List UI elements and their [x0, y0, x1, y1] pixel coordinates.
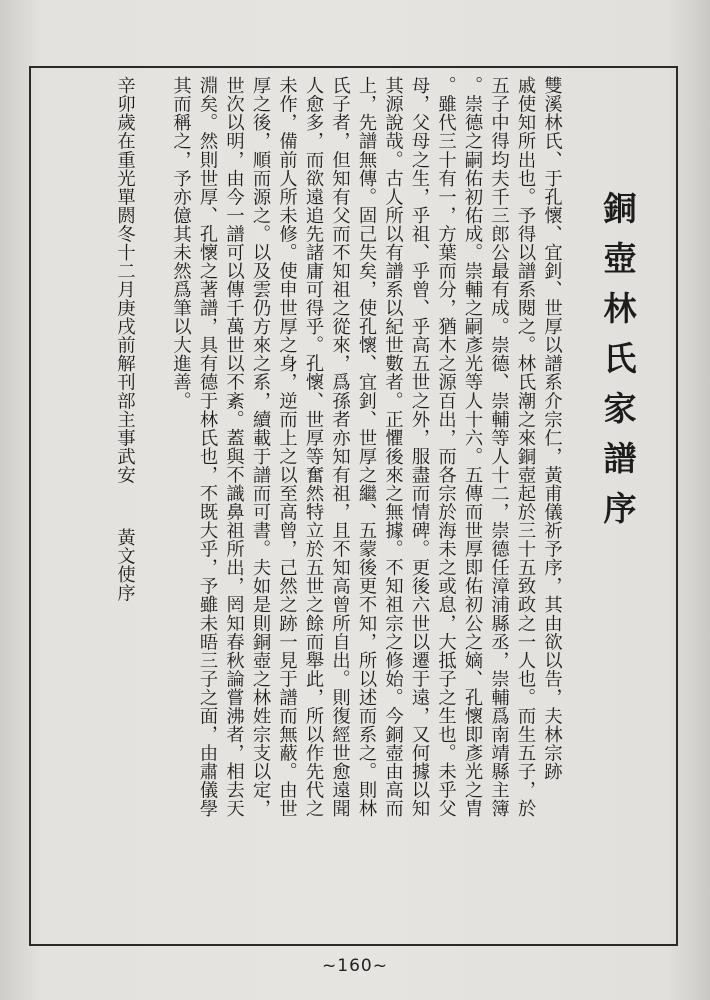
text-column: 厚之後，順而源之。以及雲仍方來之系，續載于譜而可書。夫如是則銅壺之林姓宗支以定，: [250, 76, 271, 818]
text-column: 。雖代三十有一，方葉而分，猶木之源百出，而各宗於海未之或息，大抵子之生也。未乎父: [435, 76, 457, 818]
signature-author: 黃文使序: [114, 527, 136, 603]
text-column: 其而稱之，予亦億其未然爲筆以大進善。: [170, 76, 192, 410]
text-column: 氏子者，但知有父而不知祖之從來，爲孫者亦知有祖，且不知高曾所自出。則復經世愈遠聞: [329, 76, 351, 818]
text-column: 上，先譜無傳。固己失矣，使孔懷、宜釗、世厚之繼、五蒙後更不知，所以述而系之。則林: [356, 76, 377, 818]
text-column: 未作，備前人所未修。使申世厚之身，逆而上之以至高曾，己然之跡一見于譜而無蔽。由世: [276, 76, 298, 818]
text-column: 淵矣。然則世厚、孔懷之著譜，具有德于林氏也，不既大乎，予雖未晤三子之面，由肅儀學: [197, 76, 218, 818]
text-column: 五子中得均夫千三郎公最有成。崇德、崇輔等人十二，崇德任漳浦縣丞，崇輔爲南靖縣主簿: [488, 76, 510, 818]
leading-margin: [642, 76, 668, 938]
page-number: ~160~: [322, 956, 388, 976]
signature-gap: [140, 76, 166, 938]
signature-column: [101, 76, 137, 938]
text-column: 世次以明，由今一譜可以傳千萬世以不紊。蓋與不識鼻祖所出，罔知春秋論嘗沸者，相去天: [223, 76, 245, 818]
text-column: 人愈多，而欲遠追先諸庸可得乎。孔懷、世厚等奮然特立於五世之餘而舉此，所以作先代之: [303, 76, 324, 818]
document-title: 銅壺林氏家譜序: [598, 191, 638, 541]
text-column: 戚使知所出也。予得以譜系閱之。林氏潮之來銅壺起於三十五致政之一人也。而生五子，於: [515, 76, 536, 818]
title-gap: [567, 76, 593, 938]
text-column: 雙溪林氏、于孔懷、宜釗、世厚以譜系介宗仁，黃甫儀祈予序，其由欲以告，夫林宗跡: [541, 76, 563, 781]
text-column: 其源說哉。古人所以有譜系以紀世數者。正懼後來之無據。不知祖宗之修始。今銅壺由高而: [382, 76, 404, 818]
signature-date: 辛卯歲在重光單閼冬十二月庚戌前解刊部主事武安: [114, 76, 136, 484]
text-column: 。崇德之嗣佑初佑成。崇輔之嗣彥光等人十六。五傳而世厚即佑初公之嫡、孔懷即彥光之胄: [462, 76, 483, 818]
vertical-text-block: [42, 76, 668, 938]
text-column: 母，父母之生，乎祖、乎曾、乎高五世之外，服盡而情碑。更後六世以遷于遠，又何據以知: [409, 76, 430, 818]
